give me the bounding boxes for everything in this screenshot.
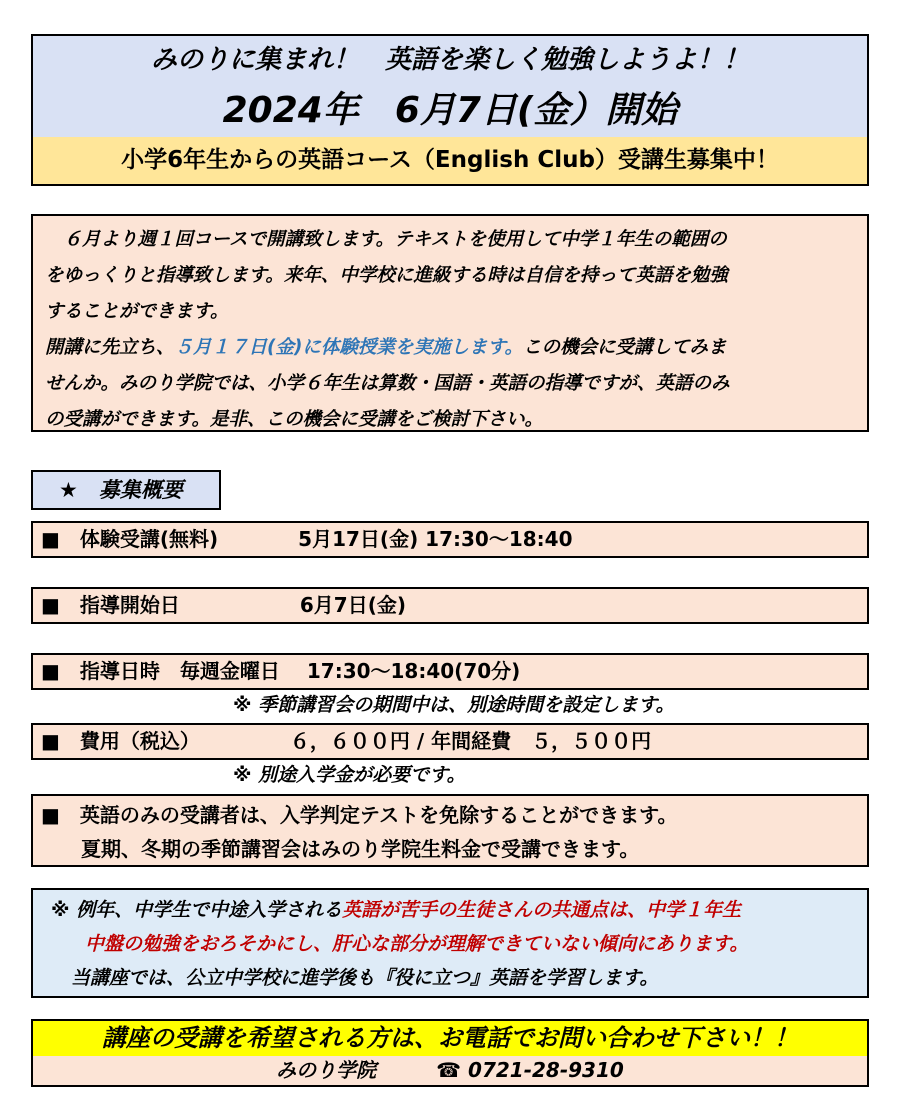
intro-line: することができます。 — [45, 301, 229, 322]
intro-line-trial — [45, 330, 857, 366]
trial-highlight: ５月１７日(金)に体験授業を実施します。 — [174, 337, 523, 358]
contact-details — [33, 1056, 867, 1085]
intro-line: をゆっくりと指導致します。来年、中学校に進級する時は自信を持って英語を勉強 — [45, 265, 728, 286]
fee-row: ■ 費用（税込） ６，６００円 / 年間経費 ５，５００円 — [31, 723, 869, 760]
intro-box — [31, 214, 869, 432]
contact-message: 講座の受講を希望される方は、お電話でお問い合わせ下さい！！ — [33, 1021, 867, 1058]
exemption-line: ■ 英語のみの受講者は、入学判定テストを免除することができます。 — [41, 803, 678, 827]
start-date-title: 2024年 6月7日(金）開始 — [33, 85, 867, 138]
info-red-line: 中盤の勉強をおろそかにし、肝心な部分が理解できていない傾向にあります。 — [85, 933, 749, 955]
info-line: 当講座では、公立中学校に進学後も『役に立つ』英語を学習します。 — [71, 967, 659, 989]
recruit-banner: 小学6年生からの英語コース（English Club）受講生募集中！ — [33, 137, 867, 184]
exemption-line: 夏期、冬期の季節講習会はみのり学院生料金で受講できます。 — [41, 837, 640, 861]
schedule-row: ■ 指導日時 毎週金曜日 17:30～18:40(70分) — [31, 653, 869, 690]
header-tagline: みのりに集まれ！ 英語を楽しく勉強しようよ！！ — [33, 36, 867, 87]
info-line — [33, 893, 867, 927]
intro-line: の受講ができます。是非、この機会に受講をご検討下さい。 — [45, 409, 544, 430]
info-red-text: 英語が苦手の生徒さんの共通点は、 — [342, 899, 647, 921]
intro-line: ６月より週１回コースで開講致します。テキストを使用して中学１年生の範囲の — [45, 229, 727, 250]
overview-heading: ★ 募集概要 — [31, 470, 221, 510]
intro-line: せんか。みのり学院では、小学６年生は算数・国語・英語の指導ですが、英語のみ — [45, 373, 730, 394]
contact-box — [31, 1019, 869, 1087]
info-red-text: 中学１年生 — [646, 899, 742, 921]
intro-text: この機会に受講してみま — [522, 337, 727, 358]
start-row: ■ 指導開始日 6月7日(金) — [31, 587, 869, 624]
schedule-note: ※ 季節講習会の期間中は、別途時間を設定します。 — [233, 694, 675, 716]
fee-note: ※ 別途入学金が必要です。 — [233, 764, 466, 786]
info-box — [31, 888, 869, 998]
info-text: ※ 例年、中学生で中途入学される — [51, 899, 343, 921]
phone-number: ☎ 0721-28-9310 — [436, 1058, 624, 1082]
intro-text: 開講に先立ち、 — [45, 337, 175, 358]
exemption-box — [31, 794, 869, 867]
trial-row: ■ 体験受講(無料) 5月17日(金) 17:30～18:40 — [31, 521, 869, 558]
header-block — [31, 34, 869, 186]
school-name: みのり学院 — [276, 1058, 377, 1082]
